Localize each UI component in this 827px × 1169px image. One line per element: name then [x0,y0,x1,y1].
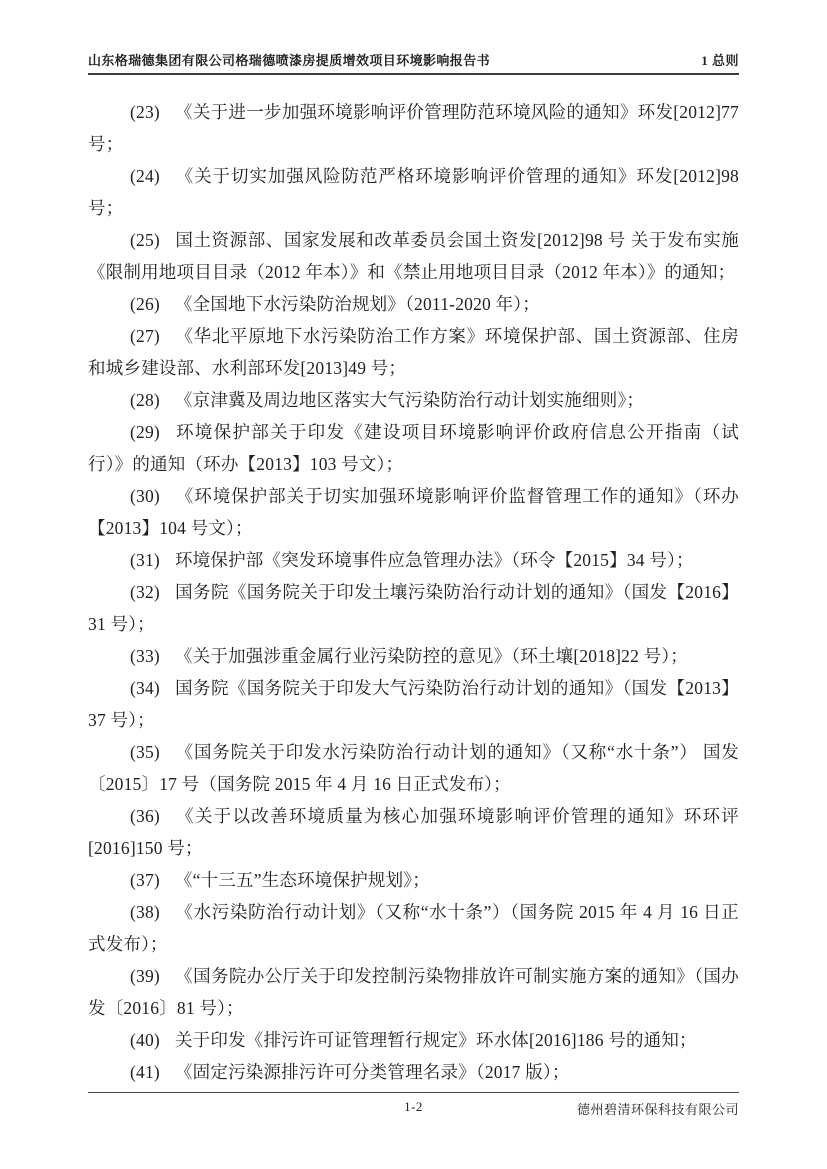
list-item [88,800,739,864]
item-number: (26) [130,294,160,314]
list-item [88,640,739,672]
item-number: (37) [130,870,160,890]
list-item [88,864,739,896]
item-number: (30) [130,486,160,506]
item-text: 环境保护部《突发环境事件应急管理办法》（环令【2015】34 号）； [174,550,694,570]
item-text: 国务院《国务院关于印发土壤污染防治行动计划的通知》（国发【2016】31 号）； [88,582,739,634]
item-number: (33) [130,646,160,666]
item-number: (29) [130,422,160,442]
header-document-title: 山东格瑞德集团有限公司格瑞德喷漆房提质增效项目环境影响报告书 [88,53,491,68]
footer-company-name: 德州碧清环保科技有限公司 [576,1102,739,1117]
list-item [88,544,739,576]
item-text: 《关于切实加强风险防范严格环境影响评价管理的通知》环发[2012]98 号； [88,166,739,218]
header-row [88,50,739,73]
item-number: (36) [130,806,160,826]
list-item [88,1024,739,1056]
list-item [88,576,739,640]
item-number: (27) [130,326,160,346]
list-item [88,960,739,1024]
list-item [88,160,739,224]
item-number: (38) [130,902,160,922]
footer-row [88,1093,739,1118]
list-item [88,672,739,736]
item-text: 《国务院关于印发水污染防治行动计划的通知》（又称“水十条”） 国发〔2015〕17 号（国务院 2015 年 4 月 16 日正式发布）； [88,742,739,794]
item-text: 《“十三五”生态环境保护规划》； [174,870,430,890]
list-item [88,224,739,288]
item-number: (39) [130,966,160,986]
item-number: (35) [130,742,160,762]
item-text: 《华北平原地下水污染防治工作方案》环境保护部、国土资源部、住房和城乡建设部、水利部环发[2013]49 号； [88,326,739,378]
header-section-label: 1 总则 [701,53,739,68]
footer-page-number: 1-2 [404,1099,423,1114]
list-item [88,384,739,416]
item-text: 《关于以改善环境质量为核心加强环境影响评价管理的通知》环环评[2016]150 号； [88,806,739,858]
list-item [88,480,739,544]
item-number: (34) [130,678,160,698]
item-number: (25) [130,230,160,250]
item-number: (28) [130,390,160,410]
item-text: 《国务院办公厅关于印发控制污染物排放许可制实施方案的通知》（国办发〔2016〕81 号）； [88,966,739,1018]
header-divider [88,73,739,75]
list-item [88,96,739,160]
list-item [88,1056,739,1088]
item-number: (23) [130,102,160,122]
item-text: 《全国地下水污染防治规划》（2011-2020 年）； [174,294,540,314]
page-header [88,50,739,75]
list-item [88,416,739,480]
list-item [88,320,739,384]
item-number: (40) [130,1030,160,1050]
item-text: 国务院《国务院关于印发大气污染防治行动计划的通知》（国发【2013】37 号）； [88,678,739,730]
list-item [88,896,739,960]
item-text: 《关于进一步加强环境影响评价管理防范环境风险的通知》环发[2012]77 号； [88,102,739,154]
item-text: 《关于加强涉重金属行业污染防控的意见》（环土壤[2018]22 号）； [174,646,688,666]
list-item [88,288,739,320]
item-number: (24) [130,166,160,186]
item-text: 《环境保护部关于切实加强环境影响评价监督管理工作的通知》（环办【2013】104 号文）； [88,486,739,538]
item-number: (41) [130,1062,160,1082]
item-text: 《固定污染源排污许可分类管理名录》（2017 版）； [174,1062,570,1082]
list-item [88,736,739,800]
item-text: 《水污染防治行动计划》（又称“水十条”）（国务院 2015 年 4 月 16 日正式发布）； [88,902,739,954]
regulation-list [88,96,739,1088]
item-number: (32) [130,582,160,602]
page-footer [88,1092,739,1118]
item-text: 关于印发《排污许可证管理暂行规定》环水体[2016]186 号的通知； [174,1030,697,1050]
item-text: 环境保护部关于印发《建设项目环境影响评价政府信息公开指南（试行）》的通知（环办【2013】103 号文）； [88,422,739,474]
item-text: 国土资源部、国家发展和改革委员会国土资发[2012]98 号 关于发布实施《限制用地项目目录（2012 年本）》和《禁止用地项目目录（2012 年本）》的通知； [88,230,739,282]
item-text: 《京津冀及周边地区落实大气污染防治行动计划实施细则》； [174,390,645,410]
item-number: (31) [130,550,160,570]
